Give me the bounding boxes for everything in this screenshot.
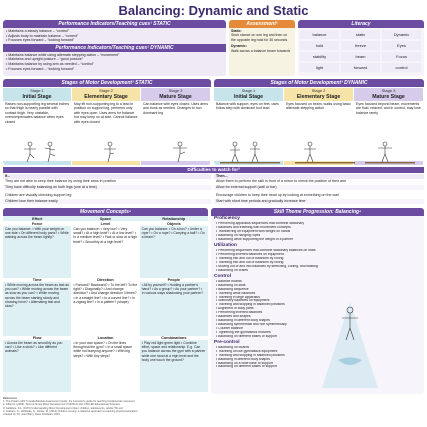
performance-dynamic-heading: Performance Indicators/Teaching cues¹ DYNAMIC: [3, 44, 226, 52]
movement-subheader: Force: [31, 222, 43, 226]
difficulty-then: Encourage children to keep their head up by looking at something on the wall: [216, 193, 339, 197]
movement-subheader: Location: [97, 336, 114, 340]
references: [3, 397, 423, 416]
stick-figure: [250, 142, 260, 162]
list-item: • Maintains balance while using alternate stepping action – “movement”: [6, 53, 223, 58]
assessment-static-text: Stork stance on one leg and then on the opposite leg hold for 30 seconds: [231, 33, 288, 42]
skill-item: • Balancing on crates: [216, 268, 248, 272]
skill-item: • Balancing on different bases of support: [216, 365, 277, 369]
performance-dynamic-list: [3, 52, 226, 72]
movement-subheader: Flow: [32, 336, 42, 340]
references-heading: References: [3, 397, 17, 400]
movement-cell: • While moving across the beam as fast as you can? • While moving across the beam as slow as you can? • While moving across the beam starting slowly and showing force? • Alternating fast and slow?: [3, 282, 71, 336]
reference-credit: Created by: Dr. Jean Barry, Dean Kriellaars, 2015: [3, 413, 60, 417]
literacy-word: forward: [341, 63, 380, 72]
stage-name: Elementary Stage: [84, 94, 128, 100]
stage-description: May lift non-supporting leg to a lead in position on support leg, performs only with eyes open. Uses arms for balance but may keep on at side. Cannot balance with eyes closed: [72, 101, 140, 161]
assessment-heading: Assessment²: [229, 20, 295, 28]
skill-item: • Traveling in large apparatus: [216, 295, 260, 299]
movement-subheader: Level: [100, 222, 111, 226]
difficulty-if: They have difficulty balancing on both legs (one at a time): [3, 185, 211, 190]
static-stages-heading: Stages of Motor Development³ STATIC: [3, 79, 211, 87]
skill-item: • Traveling and stopping in balanced positions: [216, 303, 285, 307]
difficulty-if: Children are visually checking support leg: [5, 193, 72, 197]
stick-figure: [173, 142, 187, 162]
skill-item: • Traveling and stopping in balanced positions: [216, 353, 285, 357]
page-title: Balancing: Dynamic and Static: [118, 3, 309, 18]
skill-item: • Traveling into and out of balances by rolling: [216, 256, 284, 260]
balance-figures-illustration: [10, 140, 420, 164]
difficulties-heading: Difficulties to watch for³: [3, 167, 424, 173]
reference-item: 4. Graham, G., Holt/Hale, S., Parker, M. (2013) Children moving: A reflective approach to teaching physical education.: [3, 409, 139, 413]
list-item: • Focuses eyes forward – “looking forward”: [6, 38, 223, 43]
skill-item: • Performing apparatus sequences that combine stationary: [216, 222, 305, 225]
assessment-dynamic-text: Walk across a balance beam forwards: [231, 48, 291, 53]
skill-item: • Balancing on boards: [216, 345, 250, 349]
stage-name: Initial Stage: [22, 94, 52, 100]
movement-column-header: Effort: [3, 216, 71, 221]
movement-subheader: Time: [32, 278, 42, 282]
literacy-word: Eyes: [382, 41, 421, 50]
movement-column-header: Relationship: [140, 216, 208, 221]
difficulties-then-header: Then...: [214, 174, 424, 179]
skill-item: • Traveling while balanced: [216, 291, 256, 295]
list-item: • Maintains and upright posture – “good posture”: [6, 57, 223, 62]
stage-number: Stage 1: [30, 88, 44, 93]
assessment-dynamic-label: Dynamic:: [231, 44, 247, 49]
movement-subheader: Objects: [166, 222, 181, 226]
performance-indicators-panel: [3, 20, 226, 76]
skill-item: • Performing inverted balances on equipment: [216, 252, 284, 256]
movement-cell: • Play red light green light • Combine effort, space and relationship. E.g. Can you balance across the gym with a partner while one hand at a high level and the body one touch the ground?: [140, 340, 208, 392]
stage-name: Mature Stage: [159, 94, 192, 100]
stage-description: Raises non-supporting leg several inches so that thigh is nearly parallel with contact thigh. Very unstable, overcompensates balance when eyes closed: [3, 101, 71, 161]
literacy-word-grid: [298, 28, 424, 74]
stick-figure: [45, 142, 55, 162]
skill-item: • Balancing on stilts: [216, 283, 246, 287]
performance-static-list: [3, 28, 226, 44]
skill-item: • Balances and shapes: [216, 315, 251, 318]
reference-item: 3. Gallahue, D.L. (1976) Understanding Motor Development infant, children, adolescents, adults (7th ed.): [3, 406, 124, 410]
movement-subheader: People: [167, 278, 181, 282]
stage-name: Initial Stage: [233, 94, 264, 100]
difficulty-if: Children lose their balance easily: [3, 199, 211, 204]
reference-item: 2. Lillian H. (2009). Tests of Gross Motor Development (TGMD-2) 2nd. PRO-ED Educational Sciences: [3, 403, 120, 407]
skill-item: • Traveling into and out of balances by rolling: [216, 260, 284, 264]
stick-figure: [24, 142, 36, 162]
literacy-heading: Literacy: [298, 20, 424, 28]
difficulty-if: They are not able to keep their balance by using their arms in position: [5, 179, 116, 183]
stage-name: Mature Stage: [372, 94, 405, 100]
skill-item: • Balancing in different body shapes: [216, 357, 270, 361]
balance-beam: [365, 162, 415, 164]
movement-cell: Can you balance: • Very low? • Very small? • At a high level? • At a low level? • In a medium level? • Fast or slow at a high level? • Smoothly at a high level?: [73, 227, 138, 244]
skill-item: • Balances and traveling with movement concepts: [216, 225, 291, 229]
skill-item: • Balancing in different body shapes: [216, 318, 270, 322]
movement-subheader: Combinations: [161, 336, 187, 340]
skill-level-heading: Proficiency: [214, 216, 240, 221]
skill-item: • Traveling on low gymnastics equipment: [216, 349, 278, 353]
stage-number: Stage 3: [168, 88, 183, 93]
skill-item: • Balancing sequence: [216, 287, 249, 291]
literacy-word: balance: [300, 30, 339, 39]
skill-item: • Balancing symmetrical and non symmetrically: [216, 322, 287, 326]
skill-item: • Balance boards: [216, 279, 242, 283]
stage-number: Stage 2: [99, 88, 113, 93]
stage-number: Stage 2: [311, 88, 326, 93]
dynamic-stages-heading: Stages of Motor Development³ DYNAMIC: [214, 79, 424, 87]
stage-description: Eyes focused beyond beam, movements are fluid, relaxed, and in control, may lose balance rarely: [354, 101, 423, 161]
movement-column-header: Space: [71, 216, 139, 221]
literacy-word: hold: [300, 41, 339, 50]
skill-item: • Transferring off equipment with weight on hands: [216, 229, 291, 233]
skill-level-heading: Pre-control: [214, 339, 240, 345]
stage-number: Stage 1: [241, 88, 256, 93]
performance-static-heading: Performance Indicators/Teaching cues¹ STATIC: [3, 20, 226, 28]
difficulty-then: Start with short time periods and gradually increase time: [214, 199, 424, 204]
movement-cell: • All by yourself? • Holding a partner's hand? • As a group? • As your partner? • In various ways shadowing your partner?: [140, 282, 208, 336]
stage-description: Eyes focused on beam, walks using basic alternate stepping action: [284, 101, 353, 161]
skill-level-heading: Control: [214, 273, 232, 279]
difficulties-if-header: If...: [3, 174, 211, 179]
skill-item: • Balancing on hanging ropes: [216, 233, 261, 237]
movement-concepts-heading: Movement Concepts⁴: [3, 208, 208, 216]
stick-figure: [230, 142, 240, 162]
reference-item: 1. The Ontario (2017) Grade/Module Assessment Guide: the instructor's guide for teaching fundamental movement.: [3, 400, 136, 404]
balance-beam: [220, 162, 280, 164]
skill-item: • Counter balance: [216, 326, 244, 330]
difficulty-then: Allow them to perform the skill in front of a mirror to check the position of their arm: [216, 179, 347, 183]
skill-item: • Performing inverted balances: [216, 311, 263, 315]
stage-description: Can balance with eyes closed. Uses arms and trunk as needed. Changes to non dominant leg: [141, 101, 210, 161]
literacy-panel: [298, 20, 424, 76]
difficulty-then: Allow for external support (wall or bar): [214, 185, 424, 190]
skill-item: • Tightening the gymnastics muscles: [216, 330, 271, 334]
skill-item: • Alignment of body parts: [216, 307, 254, 311]
stage-number: Stage 3: [381, 88, 396, 93]
stick-figure: [378, 142, 392, 162]
stick-figure: [304, 142, 316, 162]
list-item: • Maintains a steady balance – “control”: [6, 29, 223, 34]
balance-beam: [295, 162, 355, 164]
assessment-panel: [229, 20, 295, 76]
literacy-word: Dynamic: [382, 30, 421, 39]
literacy-word: freeze: [341, 41, 380, 50]
skill-item: • Moving out of and into balances by stretching, curling, and twisting: [216, 264, 318, 268]
stick-figure: [104, 142, 116, 162]
literacy-word: light: [300, 63, 339, 72]
literacy-word: Focus: [382, 52, 421, 61]
skill-item: • Balancing on a wide base of support: [216, 361, 273, 365]
assessment-static-label: Static:: [231, 29, 242, 33]
literacy-word: static: [341, 30, 380, 39]
literacy-word: control: [382, 63, 421, 72]
skill-item: • Performing sequences that combine stationary balances on mats: [216, 249, 316, 252]
skill-progression-heading: Skill Theme Progression: Balancing⁴: [211, 208, 424, 216]
movement-subheader: Direction: [97, 278, 114, 282]
movement-cell: • Forward? Backward? • To the left? To the right? • Diagonally? • And change direction? • And change direction 3 times? • In a straight line? • In a curved line? • In a zigzag line? • In a pattern? (shape): [73, 283, 138, 304]
literacy-word: beam: [341, 52, 380, 61]
literacy-word: stability: [300, 52, 339, 61]
skill-item: • Balancing on different bases of support: [216, 334, 277, 338]
movement-cell: • Across the beam as smoothly as you can? • Like a stork? • Like different animals?: [3, 340, 71, 392]
skill-level-heading: Utilization: [214, 243, 237, 248]
stage-name: Elementary Stage: [296, 94, 341, 100]
skill-item: • Balancing while supporting the weight of a partner: [216, 237, 294, 241]
list-item: • Adjusts body to maintain balance – “correct”: [6, 34, 223, 39]
movement-cell: Can you balance: • On a box? • Under a rope? • On a rope? • Carrying a ball? • On a beam?: [140, 226, 208, 278]
skill-progression-list: [213, 216, 422, 394]
list-item: • Maintains balance by using arm as needed – “control”: [6, 62, 223, 67]
movement-concepts-grid: [3, 216, 208, 394]
stage-description: Balance with support, eyes on feet, uses follow step with dominant foot lead: [214, 101, 283, 161]
movement-cell: Can you balance: • With your weight on one side • On different body parts? • While walking across the beam lightly?: [3, 226, 71, 278]
movement-cell: • In your own space? • On the lines throughout the gym? • In a small space while not bumping anyone? • With big steps? • With tiny steps?: [73, 341, 133, 358]
list-item: • Focuses eyes forward – “looking forward”: [6, 67, 223, 72]
skill-item: • Stationary balances on equipment: [216, 299, 270, 303]
